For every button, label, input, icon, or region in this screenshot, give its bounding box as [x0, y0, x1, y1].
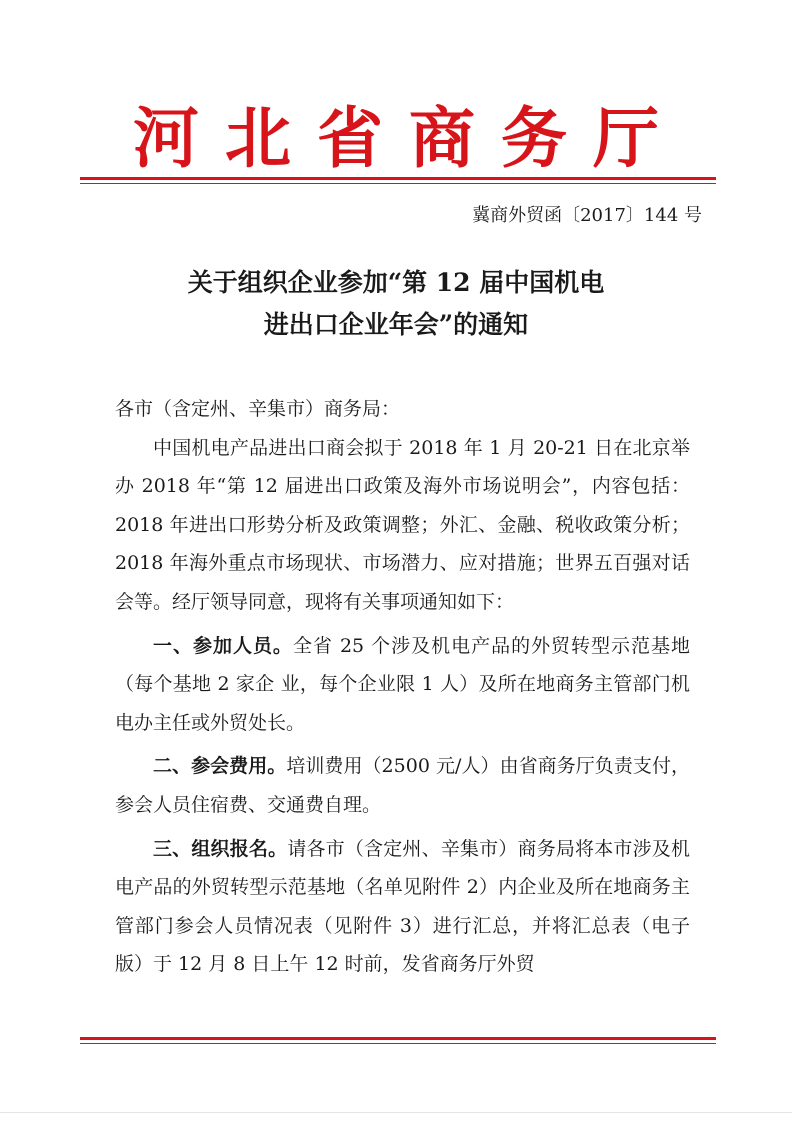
- section-2-paragraph: [115, 747, 690, 824]
- section-1-lead: 一、参加人员。: [153, 634, 293, 657]
- salutation: 各市（含定州、辛集市）商务局：: [115, 398, 401, 420]
- org-title: 河北省商务厅: [133, 99, 685, 177]
- title-line-2: 进出口企业年会”的通知: [263, 310, 529, 339]
- header-red-rule-thin: [80, 183, 716, 184]
- section-1-text: 全省 25 个涉及机电产品的外贸转型示范基地（每个基地 2 家企 业，每个企业限 1 人）及所在地商务主管部门机电办主任或外贸处长。: [115, 634, 690, 734]
- title-line-1: 关于组织企业参加“第 12 届中国机电: [187, 268, 605, 297]
- header-red-rule-thick: [80, 177, 716, 180]
- document-title: [0, 262, 792, 346]
- footer-red-rule-thin: [80, 1043, 716, 1044]
- section-2-lead: 二、参会费用。: [153, 755, 287, 778]
- body-text: [115, 390, 690, 984]
- section-1-paragraph: [115, 627, 690, 743]
- scan-edge-line: [0, 1112, 792, 1113]
- section-3-paragraph: [115, 830, 690, 984]
- document-number: 冀商外贸函〔2017〕144 号: [472, 205, 702, 226]
- section-3-lead: 三、组织报名。: [153, 837, 288, 860]
- section-2-text: 培训费用（2500 元/人）由省商务厅负责支付，参会人员住宿费、交通费自理。: [115, 755, 690, 816]
- intro-paragraph: 中国机电产品进出口商会拟于 2018 年 1 月 20-21 日在北京举办 2018 年“第 12 届进出口政策及海外市场说明会”，内容包括：2018 年进出口形势分析及政策调整；外汇、金融、税收政策分析；2018 年海外重点市场现状、市场潜力、应对措施；世界五百强对话会等。经厅领导同意，现将有关事项通知如下：: [115, 436, 690, 613]
- section-3-text: 请各市（含定州、辛集市）商务局将本市涉及机电产品的外贸转型示范基地（名单见附件 2）内企业及所在地商务主管部门参会人员情况表（见附件 3）进行汇总，并将汇总表（电子版）于 12 月 8 日上午 12 时前，发省商务厅外贸: [115, 837, 690, 976]
- footer-red-rule-thick: [80, 1037, 716, 1040]
